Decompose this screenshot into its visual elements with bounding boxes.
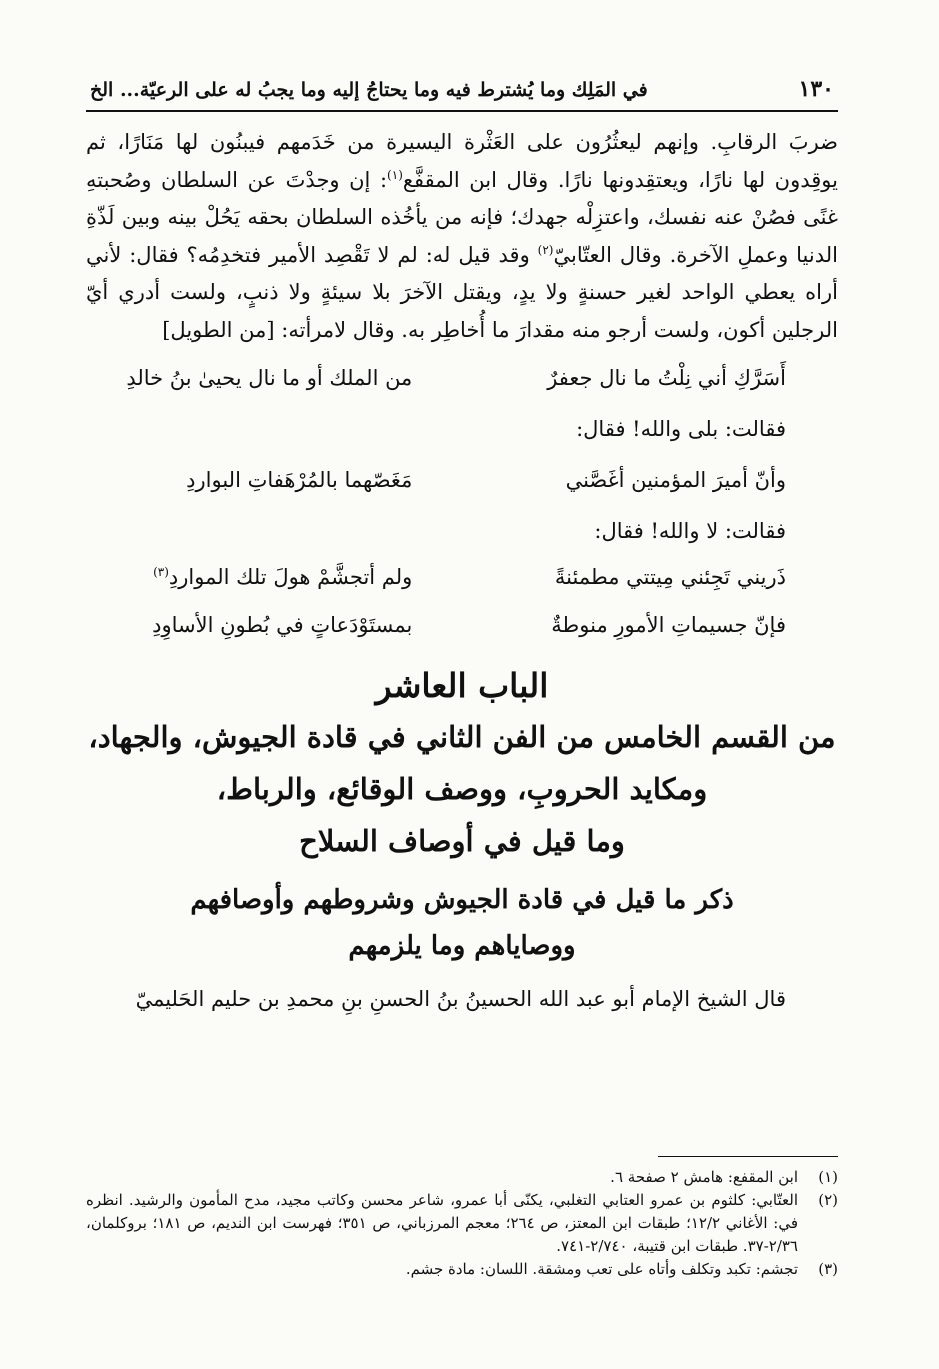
- running-head: [86, 76, 838, 112]
- verse-first-hemistich: وأنّ أميرَ المؤمنين أغَصَّني: [565, 468, 786, 492]
- footnote-ref: (١): [387, 167, 403, 182]
- chapter-subtitle: وما قيل في أوصاف السلاح: [299, 824, 625, 858]
- chapter-subtitle: من القسم الخامس من الفن الثاني في قادة الجيوش، والجهاد،: [88, 720, 836, 754]
- hemistich-text: ولم أتجشَّمْ هولَ تلك المواردِ: [168, 565, 413, 589]
- footnote-text: ابن المقفع: هامش ٢ صفحة ٦.: [610, 1168, 798, 1186]
- main-text: [86, 124, 838, 349]
- poem-verse: [86, 451, 838, 509]
- footnote: [86, 1258, 838, 1281]
- chapter-title: الباب العاشر: [375, 666, 549, 705]
- dialogue-line: فقالت: لا والله! فقال:: [594, 519, 786, 543]
- paragraph: [86, 124, 838, 349]
- footnotes: [86, 1166, 838, 1281]
- section-title: ذكر ما قيل في قادة الجيوش وشروطهم وأوصافهم: [190, 885, 734, 915]
- footnote: [86, 1166, 838, 1189]
- text-segment: ضربَ الرقابِ. وإنهم ليعثُرُون على العَثْرة اليسيرة من خَدَمهم فيبنُون لها مَنَارًا، ثم يوقِدون لها نارًا، ويعتقِدونها نارًا. وقال ابن المقفَّع: [86, 130, 839, 192]
- verse-second-hemistich: مَغَصّهما بالمُرْهَفاتِ البواردِ: [186, 468, 413, 492]
- section-title: ووصاياهم وما يلزمهم: [348, 931, 576, 961]
- poem-verse: [86, 601, 838, 649]
- poem-verse: [86, 553, 838, 601]
- footnote-text: العتّابي: كلثوم بن عمرو العتابي التغلبي، يكنّى أبا عمرو، شاعر محسن وكاتب مجيد، مدح المأمون والرشيد. انظره في: الأغاني ١٢/٢؛ طبقات ابن المعتز، ص ٢٦٤؛ معجم المرزباني، ص ٣٥١؛ فهرست ابن النديم، ص ١٨١؛ بروكلمان، ٢/٣٦-٣٧. طبقات ابن قتيبة، ٢/٧٤٠-٧٤١.: [86, 1191, 799, 1255]
- footnote: [86, 1189, 838, 1258]
- dialogue-line: فقالت: بلى والله! فقال:: [576, 417, 786, 441]
- closing-line: قال الشيخ الإمام أبو عبد الله الحسينُ بنُ الحسنِ بنِ محمدِ بن حليم الحَليميّ: [135, 987, 786, 1011]
- chapter-subtitle: ومكايد الحروبِ، ووصف الوقائع، والرباط،: [216, 772, 708, 806]
- footnote-number: (٣): [818, 1260, 838, 1278]
- footnote-text: تجشم: تكبد وتكلف وأتاه على تعب ومشقة. اللسان: مادة جشم.: [405, 1260, 798, 1278]
- footnote-number: (٢): [818, 1191, 838, 1209]
- footnote-ref: (٣): [153, 565, 169, 579]
- verse-first-hemistich: فإنّ جسيماتِ الأمورِ منوطةٌ: [551, 613, 786, 637]
- verse-first-hemistich: ذَريني تَجِئني مِيتتي مطمئنةً: [554, 565, 786, 589]
- footnote-number: (١): [818, 1168, 838, 1186]
- verse-second-hemistich: من الملك أو ما نال يحيىٰ بنُ خالدِ: [126, 366, 413, 390]
- poem-verse: [86, 349, 838, 407]
- text-segment: : إن وجدْتَ عن السلطان وصُحبتهِ غنًى فصُنْ عنه نفسك، واعتزِلْه جهدك؛ فإنه من يأخُذه السلطان بحقه يَحُلْ بينه وبين لَذّةِ الدنيا وعملِ الآخرة. وقال العتّابيّ: [86, 167, 838, 267]
- verse-second-hemistich: بمستَوْدَعاتٍ في بُطونِ الأساوِدِ: [152, 613, 413, 637]
- footnote-ref: (٢): [537, 242, 554, 257]
- text-segment: وقد قيل له: لم لا تَقْصِد الأمير فتخدِمُه؟ فقال: لأني أراه يعطي الواحد لغير حسنةٍ ولا يدٍ، ويقتل الآخرَ بلا سيئةٍ ولا ذنبٍ، ولست أدري أيّ الرجلين أكون، ولست أرجو منه مقدارَ ما أُخاطِر به. وقال لامرأته: [من الطويل]: [86, 242, 838, 342]
- running-head-title: في المَلِك وما يُشترط فيه وما يحتاجُ إليه وما يجبُ له على الرعيّة... الخ: [90, 79, 648, 101]
- verse-first-hemistich: أَسَرَّكِ أني نِلْتُ ما نال جعفرٌ: [547, 366, 786, 390]
- verse-second-hemistich: [94, 553, 412, 601]
- footnote-divider: [658, 1156, 838, 1157]
- page-number: ١٣٠: [798, 76, 834, 102]
- book-page: [86, 76, 838, 1336]
